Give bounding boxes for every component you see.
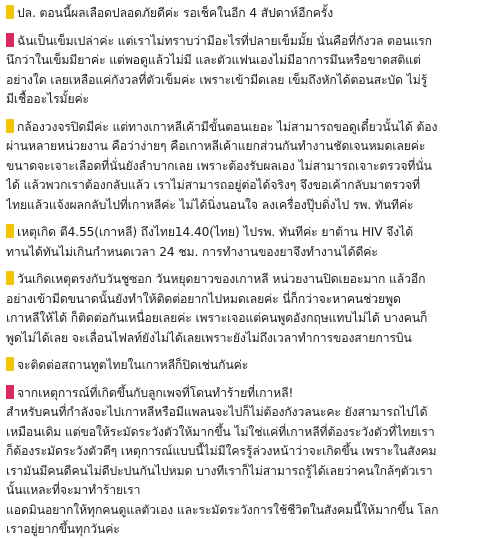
- paragraph-blood-result: [6, 4, 478, 24]
- post-line-text: วันเกิดเหตุตรงกับวันชูซอก วันหยุดยาวของเกาหลี หน่วยงานปิดเยอะมาก แล้วอีก: [17, 272, 426, 286]
- paragraph-needle: [6, 32, 478, 110]
- post-line: อย่างใด เลยเหลือแค่กังวลที่ตัวเข็มค่ะ เพราะเข้ามีดเลย เข็มถึงหักได้ตอนสะบัด ไม่รู้: [6, 72, 428, 87]
- post-line: ผ่านหลายหน่วยงาน คือว่าง่ายๆ คือเกาหลีเค้าแยกส่วนกันทำงานชัดเจนหมดเลยค่ะ: [6, 139, 426, 153]
- yellow-bar-emoji-icon: [6, 119, 14, 133]
- post-line: [6, 4, 478, 24]
- post-line-text: เหตุเกิด ตี4.55(เกาหลี) ถึงไทย14.40(ไทย) ไปรพ. ทันทีค่ะ ยาต้าน HIV จึงได้: [17, 225, 414, 239]
- post-line: [6, 356, 478, 376]
- post-line: ไทยแล้วแจ้งผลกลับไปที่เกาหลีค่ะ ไม่ได้นิ่งนอนใจ ลงเครื่องปุ๊บดิ่งไป รพ. ทันทีค่ะ: [6, 197, 414, 212]
- post-line: เหมือนเดิม แต่ขอให้ระมัดระวังตัวให้มากขึ้น ไม่ใช่แค่ที่เกาหลีที่ต้องระวังตัวที่ไทยเรา: [6, 424, 435, 439]
- post-line-text: จะติดต่อสถานทูตไทยในเกาหลีก็ปิดเช่นกันค่ะ: [17, 358, 249, 372]
- post-line: นึกว่าในเข็มมียาค่ะ แต่พอดูแล้วไม่มี และตัวแฟนเองไม่มีอาการมึนหรือขาดสติแต่: [6, 53, 421, 67]
- post-line: พูดไม่ได้เลย จะเลื่อนไฟลท์ยังไม่ได้เลยเพราะยังไม่ถึงเวลาทำการของสายการบิน: [6, 330, 412, 345]
- post-line: ขนาดจะเจาะเลือดที่นั่นยังลำบากเลย เพราะต้องรับผลเอง ไม่สามารถเจาะตรวจที่นั่น: [6, 158, 432, 173]
- post-line: เกาหลีให้ได้ ก็ติดต่อกันเหนื่อยเลยค่ะ เพราะเจอแต่คนพูดอังกฤษแทบไม่ได้ บางคนก็: [6, 311, 428, 325]
- post-line: ทานได้ทันไม่เกินกำหนดเวลา 24 ชม. การทำงานของยาจึงทำงานได้ดีค่ะ: [6, 244, 378, 259]
- post-line: [6, 118, 478, 138]
- yellow-bar-emoji-icon: [6, 357, 14, 371]
- yellow-bar-emoji-icon: [6, 224, 14, 238]
- post-line-text: กล้องวงจรปิดมีค่ะ แต่ทางเกาหลีเค้ามีขั้นตอนเยอะ ไม่สามารถขอดูเดี๋ยวนั้นได้ ต้อง: [17, 119, 438, 134]
- post-line: ได้ แล้วพวกเราต้องกลับแล้ว เราไม่สามารถอยู่ต่อได้จริงๆ จึงขอเค้ากลับมาตรวจที่: [6, 178, 421, 192]
- post-line-text: ฉันเป็นเข็มเปล่าค่ะ แต่เราไม่ทราบว่ามีอะไรที่ปลายเข็มมั้ย นั่นคือที่กังวล ตอนแรก: [17, 33, 432, 48]
- post-line: ก็ต้องระมัดระวังตัวดีๆ เหตุการณ์แบบนี้ไม่มีใครรู้ล่วงหน้าว่าจะเกิดขึ้น เพราะในสังคม: [6, 444, 437, 458]
- post-line: นั้นแหละที่จะมาทำร้ายเรา: [6, 483, 141, 497]
- paragraph-cctv: [6, 118, 478, 216]
- yellow-bar-emoji-icon: [6, 271, 14, 285]
- post-line: สำหรับคนที่กำลังจะไปเกาหลีหรือมีแพลนจะไปก็ไม่ต้องกังวลนะคะ ยังสามารถไปได้: [6, 405, 428, 419]
- post-line: [6, 384, 478, 404]
- post-line: อย่างเข้ามีดขนาดนั้นยังทำให้ติดต่อยากไปหมดเลยค่ะ นี่ก็กว่าจะหาคนช่วยพูด: [6, 291, 401, 306]
- red-exclamation-icon: [6, 385, 14, 399]
- post-line: แอดมินอยากให้ทุกคนดูแลตัวเอง และระมัดระวังการใช้ชีวิตในสังคมนี้ให้มากขึ้น โลก: [6, 502, 439, 517]
- paragraph-advice: [6, 384, 478, 540]
- post-line-text: ปล. ตอนนี้ผลเลือดปลอดภัยดีค่ะ รอเช็คในอีก 4 สัปดาห์อีกครั้ง: [17, 6, 334, 20]
- post-line: เราอยู่ยากขึ้นทุกวันค่ะ: [6, 522, 120, 536]
- paragraph-holiday: [6, 270, 478, 348]
- red-exclamation-icon: [6, 33, 14, 47]
- paragraph-timeline: [6, 223, 478, 262]
- paragraph-embassy: [6, 356, 478, 376]
- post-line: มีเชื้ออะไรมั้ยค่ะ: [6, 92, 90, 106]
- post-line: เรามันมีคนดีคนไม่ดีปะปนกันไปหมด บางทีเราก็ไม่สามารถรู้ได้เลยว่าคนใกล้ๆตัวเรา: [6, 463, 433, 478]
- post-line-text: จากเหตุการณ์ที่เกิดขึ้นกับลูกเพจที่โดนทำร้ายที่เกาหลี!: [17, 385, 294, 400]
- post-line: [6, 32, 478, 52]
- post-line: [6, 270, 478, 290]
- yellow-bar-emoji-icon: [6, 5, 14, 19]
- post-line: [6, 223, 478, 243]
